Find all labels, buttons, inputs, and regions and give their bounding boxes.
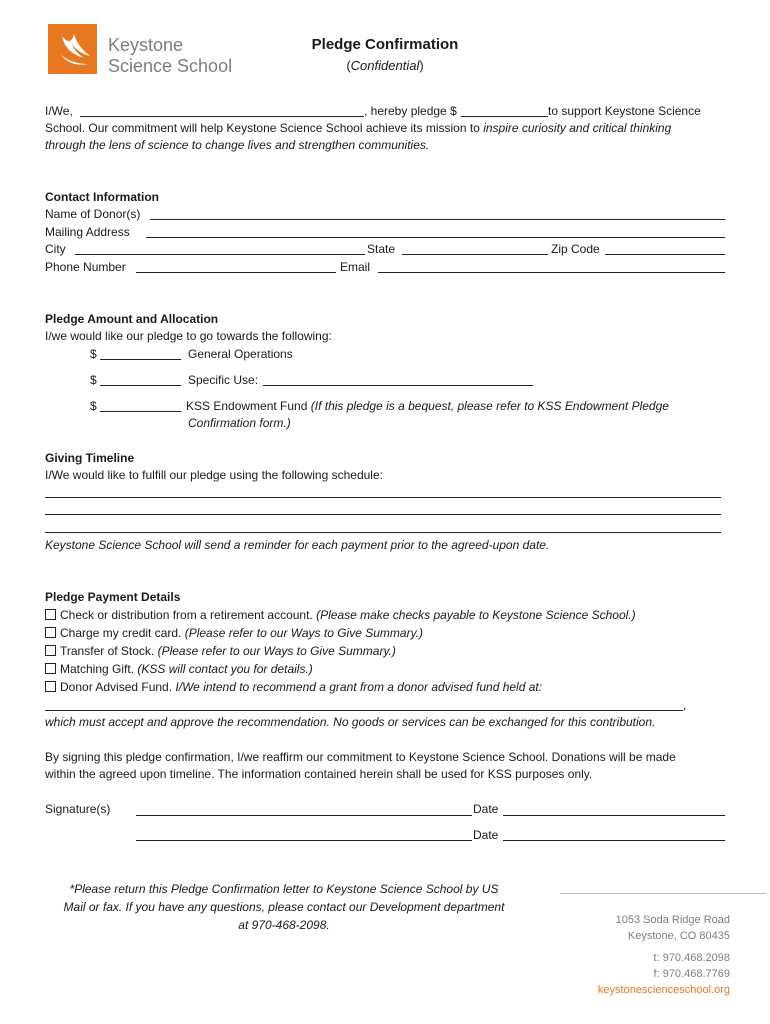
general-dollar: $ [90,347,97,361]
phone-field[interactable] [136,272,336,273]
donor-name-field[interactable] [150,219,725,220]
logo-line-1: Keystone [108,35,184,55]
payment-option-credit [45,625,423,642]
endowment-amount-field[interactable] [100,411,181,412]
check-checkbox[interactable] [45,609,56,620]
address-divider [560,893,766,894]
payment-option-check [45,607,636,624]
website-link[interactable]: keystonescienceschool.org [597,984,730,996]
specific-use-field[interactable] [263,385,533,386]
check-note: (Please make checks payable to Keystone Science School.) [316,608,636,622]
state-label: State [367,242,396,256]
matching-gift-checkbox[interactable] [45,663,56,674]
signature-field-1[interactable] [136,815,472,816]
general-operations-label: General Operations [188,347,293,361]
email-field[interactable] [378,272,725,273]
payment-option-stock [45,643,396,660]
stock-note: (Please refer to our Ways to Give Summary.) [157,644,396,658]
address-line-2: Keystone, CO 80435 [627,930,730,942]
intro-support: to support Keystone Science [548,104,701,118]
affirm-line-2: within the agreed upon timeline. The information contained herein shall be used for KSS purposes only. [45,767,593,781]
endowment-dollar: $ [90,399,97,413]
matching-gift-note: (KSS will contact you for details.) [137,662,313,676]
donor-advised-checkbox[interactable] [45,681,56,692]
intro-line-3: through the lens of science to change lives and strengthen communities. [45,138,430,152]
signature-field-2[interactable] [136,840,472,841]
daf-sponsor-field[interactable] [45,710,683,711]
payment-option-matching [45,661,313,678]
endowment-label: KSS Endowment Fund [186,399,311,413]
endowment-note-1: (If this pledge is a bequest, please refer to KSS Endowment Pledge [310,399,669,413]
pledge-amount-field[interactable] [461,116,548,117]
mailing-address-field[interactable] [146,237,725,238]
signature-label: Signature(s) [45,802,111,816]
credit-card-label: Charge my credit card. [60,626,185,640]
subtitle-confidential: Confidential [350,58,420,73]
zip-label: Zip Code [551,242,600,256]
allocation-heading: Pledge Amount and Allocation [45,312,219,326]
intro-pledge: , hereby pledge $ [364,104,457,118]
fax-number: f: 970.468.7769 [653,968,730,980]
phone-label: Phone Number [45,260,126,274]
affirm-line-1: By signing this pledge confirmation, I/we reaffirm our commitment to Keystone Science School. Donations will be made [45,750,676,764]
endowment-line-1 [186,398,669,415]
zip-field[interactable] [605,254,725,255]
schedule-line-1[interactable] [45,497,721,498]
date-label-1: Date [473,802,499,816]
specific-use-label: Specific Use: [188,373,259,387]
email-label: Email [340,260,371,274]
daf-note: which must accept and approve the recommendation. No goods or services can be exchanged for this contribution. [45,715,656,729]
specific-dollar: $ [90,373,97,387]
allocation-intro: I/we would like our pledge to go towards the following: [45,329,332,343]
matching-gift-label: Matching Gift. [60,662,138,676]
page-title: Pledge Confirmation [311,36,459,53]
logo-line-2: Science School [108,56,233,76]
date-field-2[interactable] [503,840,725,841]
contact-heading: Contact Information [45,190,159,204]
date-label-2: Date [473,828,499,842]
intro-line-2-italic: inspire curiosity and critical thinking [483,121,672,135]
check-label: Check or distribution from a retirement account. [60,608,317,622]
address-label: Mailing Address [45,225,130,239]
state-field[interactable] [402,254,548,255]
stock-label: Transfer of Stock. [60,644,158,658]
phone-number: t: 970.468.2098 [653,952,730,964]
endowment-note-2: Confirmation form.) [188,416,291,430]
address-line-1: 1053 Soda Ridge Road [615,914,730,926]
donor-label: Name of Donor(s) [45,207,141,221]
credit-card-note: (Please refer to our Ways to Give Summary.) [184,626,424,640]
pledger-name-field[interactable] [80,116,364,117]
date-field-1[interactable] [503,815,725,816]
intro-line-2 [45,120,671,137]
timeline-intro: I/We would like to fulfill our pledge using the following schedule: [45,468,383,482]
subtitle-open-paren: ( [346,58,351,73]
timeline-reminder: Keystone Science School will send a reminder for each payment prior to the agreed-upon date. [45,538,550,552]
timeline-heading: Giving Timeline [45,451,135,465]
return-instructions: *Please return this Pledge Confirmation letter to Keystone Science School by US Mail or fax. If you have any questions, please contact our Development department at 970-468-2098. [63,882,505,932]
donor-advised-note: I/We intend to recommend a grant from a donor advised fund held at: [175,680,543,694]
intro-iwe: I/We, [45,104,73,118]
general-amount-field[interactable] [100,359,181,360]
city-label: City [45,242,66,256]
address-block [560,912,730,982]
payment-option-daf [45,679,542,696]
schedule-line-3[interactable] [45,532,721,533]
specific-amount-field[interactable] [100,385,181,386]
intro-line-2-plain: School. Our commitment will help Keystone Science School achieve its mission to [45,121,484,135]
schedule-line-2[interactable] [45,514,721,515]
stock-checkbox[interactable] [45,645,56,656]
donor-advised-label: Donor Advised Fund. [60,680,176,694]
credit-card-checkbox[interactable] [45,627,56,638]
daf-comma: , [683,698,687,712]
page-subtitle [0,58,770,73]
subtitle-close-paren: ) [419,58,424,73]
city-field[interactable] [75,254,365,255]
payment-heading: Pledge Payment Details [45,590,181,604]
